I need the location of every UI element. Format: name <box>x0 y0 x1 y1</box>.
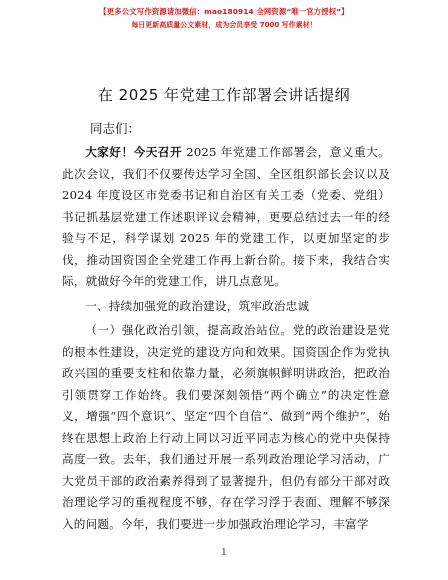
document-body <box>62 142 390 535</box>
promo-banner <box>0 6 448 31</box>
promo-banner-line-2: 每日更新高质量公文素材，成为会员享受 7000 写作素材！ <box>131 21 317 29</box>
salutation: 同志们： <box>90 121 141 136</box>
intro-paragraph <box>62 142 390 293</box>
page-number: 1 <box>221 548 227 558</box>
section-1-paragraph: （一）强化政治引领，提高政治站位。党的政治建设是党的根本性建设，决定党的建设方向和效果。国资国企作为党执政兴国的重要支柱和依靠力量，必须旗帜鲜明讲政治，把政治引领贯穿工作始终。我们要深刻领悟“两个确立”的决定性意义，增强“四个意识”、坚定“四个自信”、做到“两个维护”，始终在思想上政治上行动上同以习近平同志为核心的党中央保持高度一致。去年，我们通过开展一系列政治理论学习活动，广大党员干部的政治素养得到了显著提升，但仍有部分干部对政治理论学习的重视程度不够，存在学习浮于表面、理解不够深入的问题。今年，我们要进一步加强政治理论学习，丰富学 <box>62 323 390 531</box>
intro-text: 2025 年党建工作部署会，意义重大。此次会议，我们不仅要传达学习全国、全区组织部长会议以及 2024 年度设区市党委书记和自治区有关工委（党委、党组）书记抓基层党建工作述职评议会精神，更要总结过去一年的经验与不足，科学谋划 2025 年的党建工作，以更加坚定的步伐，推动国资国企全党建工作再上新台阶。接下来，我结合实际，就做好今年的党建工作，讲几点意见。 <box>62 145 390 288</box>
section-1-heading: 一、持续加强党的政治建设，筑牢政治忠诚 <box>85 298 310 313</box>
promo-banner-line-1: 【更多公文写作资源请加微信：mao180914 全网资源“唯一官方授权”】 <box>99 7 349 16</box>
intro-lead: 大家好！今天召开 <box>85 145 183 159</box>
document-title: 在 2025 年党建工作部署会讲话提纲 <box>97 86 351 104</box>
